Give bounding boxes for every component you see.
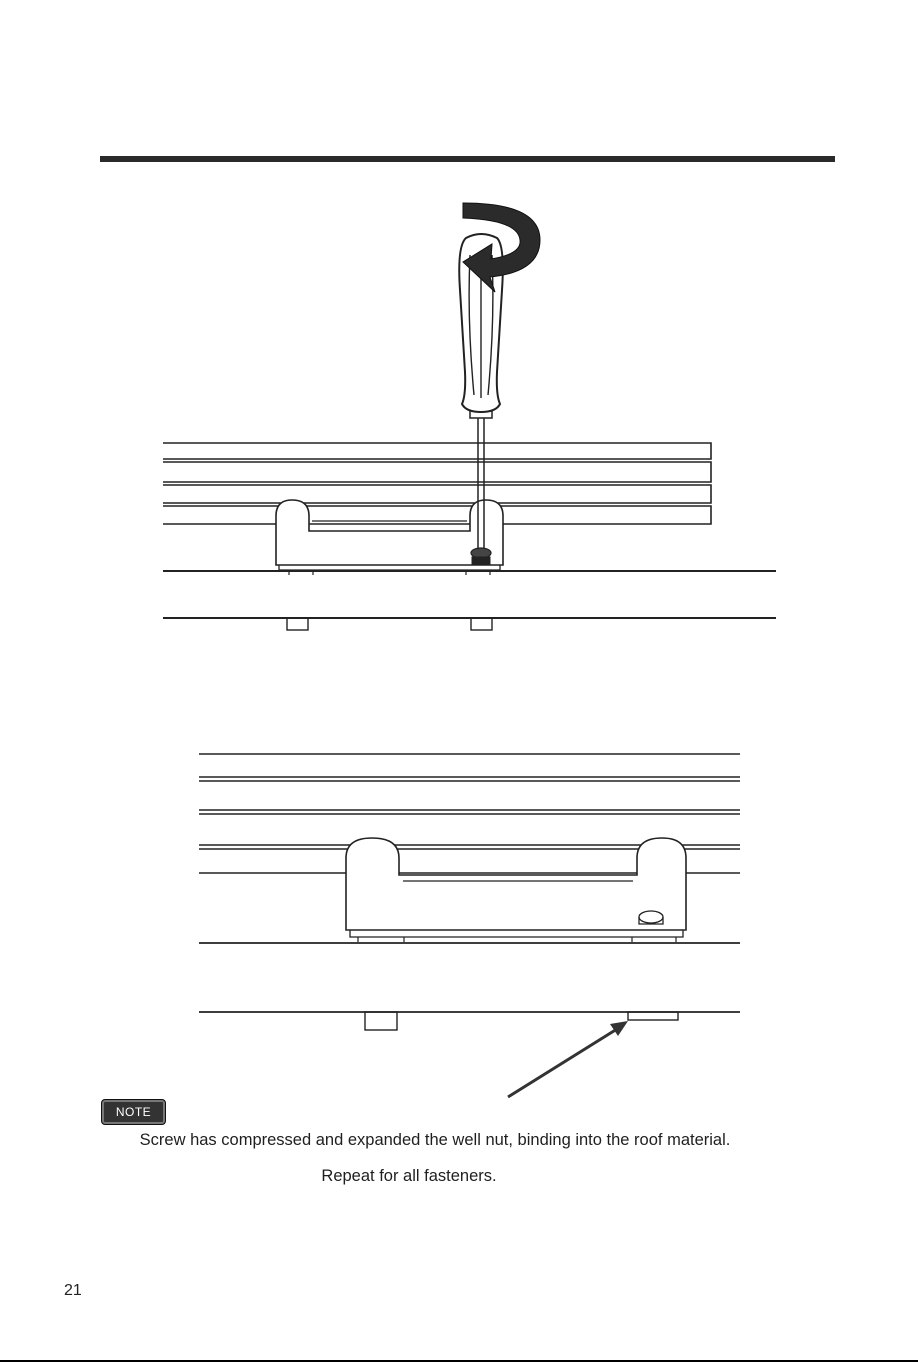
well-nut-uncompressed	[365, 1012, 397, 1030]
mount-bracket-lower	[346, 838, 686, 930]
pointer-arrow-icon	[508, 1021, 628, 1097]
result-figure	[199, 754, 740, 1030]
well-nut-compressed	[628, 1012, 678, 1020]
rail-profile	[163, 443, 711, 524]
mount-bracket	[276, 500, 503, 565]
well-nut-left	[287, 618, 308, 630]
note-badge: NOTE	[101, 1099, 166, 1125]
page-number: 21	[64, 1282, 82, 1299]
tightening-figure	[163, 443, 776, 630]
instruction-text: Repeat for all fasteners.	[321, 1167, 497, 1185]
well-nut-right	[471, 618, 492, 630]
note-text: Screw has compressed and expanded the well nut, binding into the roof material.	[139, 1131, 731, 1149]
